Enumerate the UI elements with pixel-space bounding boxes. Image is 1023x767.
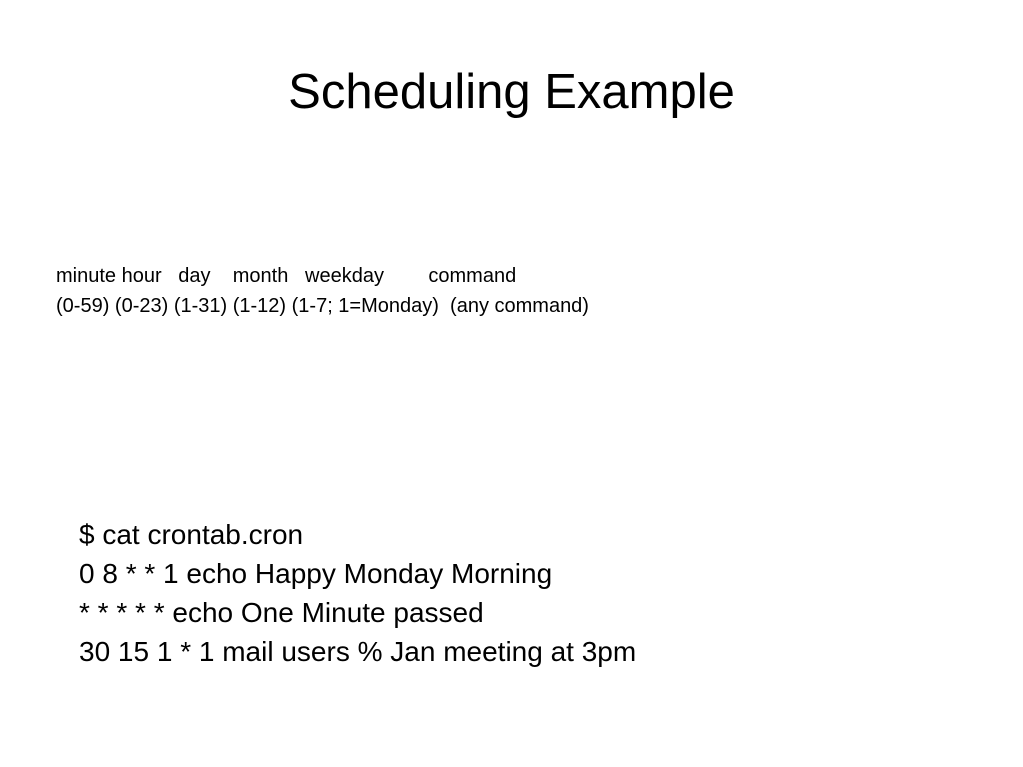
field-ranges-line: (0-59) (0-23) (1-31) (1-12) (1-7; 1=Monday) (any command) [56, 295, 589, 317]
crontab-example-block [79, 515, 636, 671]
example-line-monday-entry: 0 8 * * 1 echo Happy Monday Morning [79, 558, 553, 589]
slide-title: Scheduling Example [288, 65, 735, 119]
example-line-minute-entry: * * * * * echo One Minute passed [79, 597, 484, 628]
example-line-mail-entry: 30 15 1 * 1 mail users % Jan meeting at 3pm [79, 636, 637, 667]
field-names-line: minute hour day month weekday command [56, 265, 517, 287]
crontab-field-schema [56, 261, 589, 321]
example-line-cat-command: $ cat crontab.cron [79, 519, 304, 550]
